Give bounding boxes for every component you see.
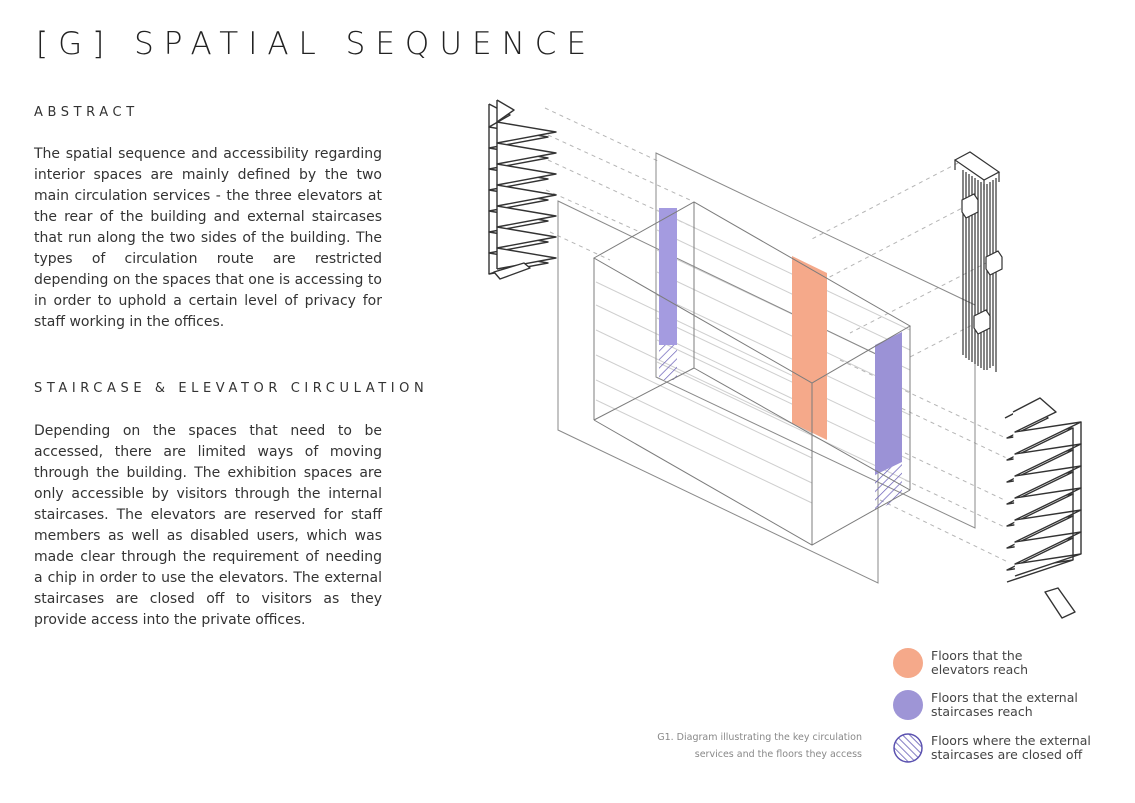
staircase-swatch-icon: [893, 690, 923, 720]
circulation-strips: [659, 208, 902, 511]
legend-item-closed-off: [893, 733, 1133, 765]
floor-slabs: [596, 210, 910, 503]
legend-label-line: staircases are closed off: [931, 747, 1083, 762]
abstract-paragraph: The spatial sequence and accessibility regarding interior spaces are mainly defined by the two main circulation services - the three elevators at the rear of the building and external staircases that run along the two sides of the building. The types of circulation route are restricted depending on the spaces that one is accessing to in order to uphold a certain level of privacy for staff working in the offices.: [34, 146, 382, 330]
legend-label-line: Floors that the external: [931, 690, 1078, 705]
legend-label-line: Floors that the: [931, 648, 1023, 663]
projection-lines: [545, 108, 1015, 563]
left-staircase: [489, 100, 556, 279]
circulation-heading: STAIRCASE & ELEVATOR CIRCULATION: [34, 381, 429, 396]
staircase-strip-right: [875, 332, 902, 475]
caption-line-2: services and the floors they access: [694, 749, 862, 760]
page-title: [G] SPATIAL SEQUENCE: [36, 26, 597, 62]
legend-label-line: elevators reach: [931, 662, 1029, 677]
diagram-caption: [600, 729, 862, 763]
staircase-strip-left: [659, 208, 677, 345]
legend-label-line: Floors where the external: [931, 733, 1091, 748]
legend-item-elevators: [893, 648, 1133, 680]
elevator-swatch-icon: [893, 648, 923, 678]
right-staircase: [1005, 398, 1081, 618]
elevator-core: [955, 152, 1002, 372]
closed-off-strip-left: [659, 345, 677, 380]
building-box: [594, 202, 910, 545]
elevator-strip: [792, 256, 827, 440]
circulation-paragraph: Depending on the spaces that need to be accessed, there are limited ways of moving through the building. The exhibition spaces are only accessible by visitors through the internal staircases. The elevators are reserved for staff members as well as disabled users, which was made clear through the requirement of needing a chip in order to use the elevators. The external staircases are closed off to visitors as they provide access into the private offices.: [34, 423, 382, 628]
legend-label-line: staircases reach: [931, 704, 1033, 719]
legend-item-staircases: [893, 690, 1133, 722]
abstract-heading: ABSTRACT: [34, 105, 139, 120]
closed-off-hatch-icon: [893, 733, 923, 763]
caption-line-1: G1. Diagram illustrating the key circulation: [657, 732, 862, 743]
